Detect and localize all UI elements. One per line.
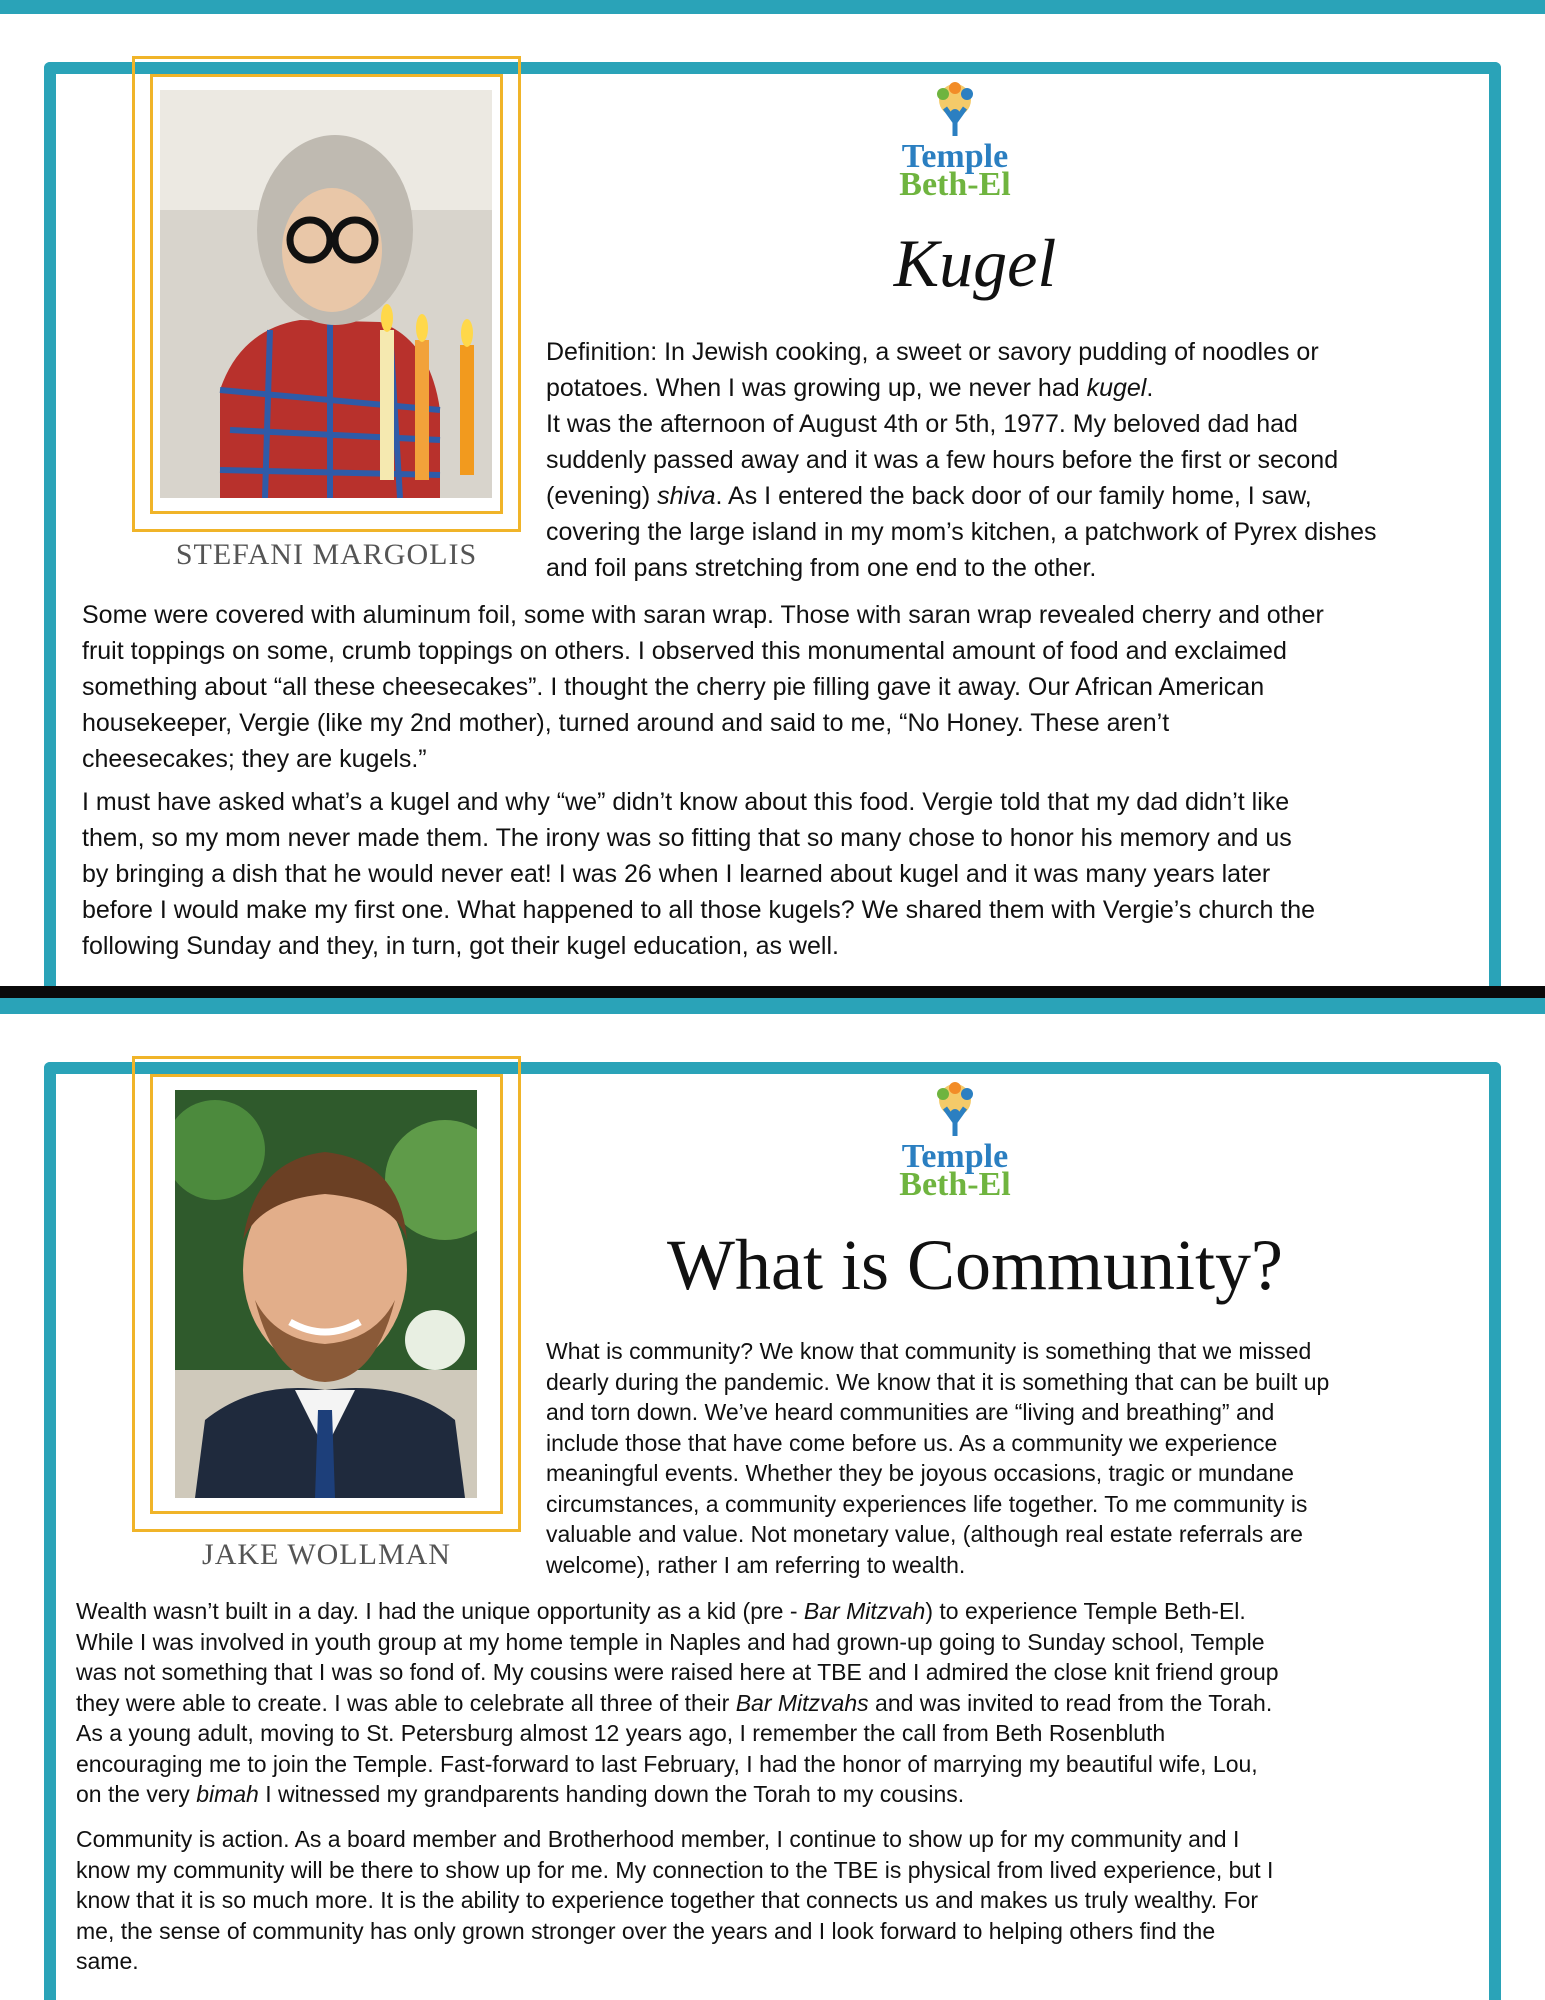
temple-logo xyxy=(880,80,1030,210)
story-body-paragraph: Community is action. As a board member and Brotherhood member, I continue to show up for my community and I know my community will be there to show up for me. My connection to the TBE is physical from lived experience, but I know that it is so much more. It is the ability to experience together that connects us and makes us truly wealthy. For me, the sense of community has only grown stronger over the years and I look forward to helping others find the same. xyxy=(76,1826,1274,1974)
story-intro: What is community? We know that community is something that we missed dearly during the pandemic. We know that it is something that can be built up and torn down. We’ve heard communities are “living and breathing” and include those that have come before us. As a community we experience meaningful events. Whether they be joyous occasions, tragic or mundane circumstances, a community experiences life together. To me community is valuable and value. Not monetary value, (although real estate referrals are welcome), rather I am referring to wealth. xyxy=(546,1338,1330,1578)
author-name: STEFANI MARGOLIS xyxy=(175,538,478,571)
top-bar xyxy=(0,0,1545,14)
temple-logo xyxy=(880,1080,1030,1210)
logo-beth-el-text: Beth-El xyxy=(899,166,1011,203)
author-photo-stefani xyxy=(160,90,492,498)
story-title: Kugel xyxy=(893,225,1057,301)
portrait-illustration xyxy=(160,90,492,498)
story-body-paragraph: I must have asked what’s a kugel and why “we” didn’t know about this food. Vergie told that my dad didn’t like them, so my mom never made them. The irony was so fitting that so many chose to honor his memory and us by bringing a dish that he would never eat! I was 26 when I learned about kugel and it was many years later before I would make my first one. What happened to all those kugels? We shared them with Vergie’s church the following Sunday and they, in turn, got their kugel education, as well. xyxy=(82,788,1316,960)
tree-of-life-icon xyxy=(915,80,995,138)
story-intro: Definition: In Jewish cooking, a sweet or savory pudding of noodles or potatoes. When I was growing up, we never had kugel. It was the afternoon of August 4th or 5th, 1977. My beloved dad had suddenly passed away and it was a few hours before the first or second (evening) shiva. As I entered the back door of our family home, I saw, covering the large island in my mom’s kitchen, a patchwork of Pyrex dishes and foil pans stretching from one end to the other. xyxy=(546,338,1377,582)
divider-band xyxy=(0,998,1545,1014)
page-divider xyxy=(0,986,1545,998)
story-body-paragraph: Some were covered with aluminum foil, some with saran wrap. Those with saran wrap revealed cherry and other fruit toppings on some, crumb toppings on others. I observed this monumental amount of food and exclaimed something about “all these cheesecakes”. I thought the cherry pie filling gave it away. Our African American housekeeper, Vergie (like my 2nd mother), turned around and said to me, “No Honey. These aren’t cheesecakes; they are kugels.” xyxy=(82,601,1324,773)
logo-temple-text: Temple xyxy=(901,138,1009,175)
logo-temple-text: Temple xyxy=(901,1138,1009,1175)
logo-beth-el-text: Beth-El xyxy=(899,1166,1011,1203)
story-body-paragraph: Wealth wasn’t built in a day. I had the unique opportunity as a kid (pre - Bar Mitzvah) to experience Temple Beth-El. While I was involved in youth group at my home temple in Naples and had grown-up going to Sunday school, Temple was not something that I was so fond of. My cousins were raised here at TBE and I admired the close knit friend group they were able to create. I was able to celebrate all three of their Bar Mitzvahs and was invited to read from the Torah. As a young adult, moving to St. Petersburg almost 12 years ago, I remember the call from Beth Rosenbluth encouraging me to join the Temple. Fast-forward to last February, I had the honor of marrying my beautiful wife, Lou, on the very bimah I witnessed my grandparents handing down the Torah to my cousins. xyxy=(76,1598,1279,1807)
story-title: What is Community? xyxy=(667,1225,1283,1305)
portrait-illustration xyxy=(175,1090,477,1498)
author-name: JAKE WOLLMAN xyxy=(202,1538,451,1571)
author-photo-jake xyxy=(175,1090,477,1498)
tree-of-life-icon xyxy=(915,1080,995,1138)
